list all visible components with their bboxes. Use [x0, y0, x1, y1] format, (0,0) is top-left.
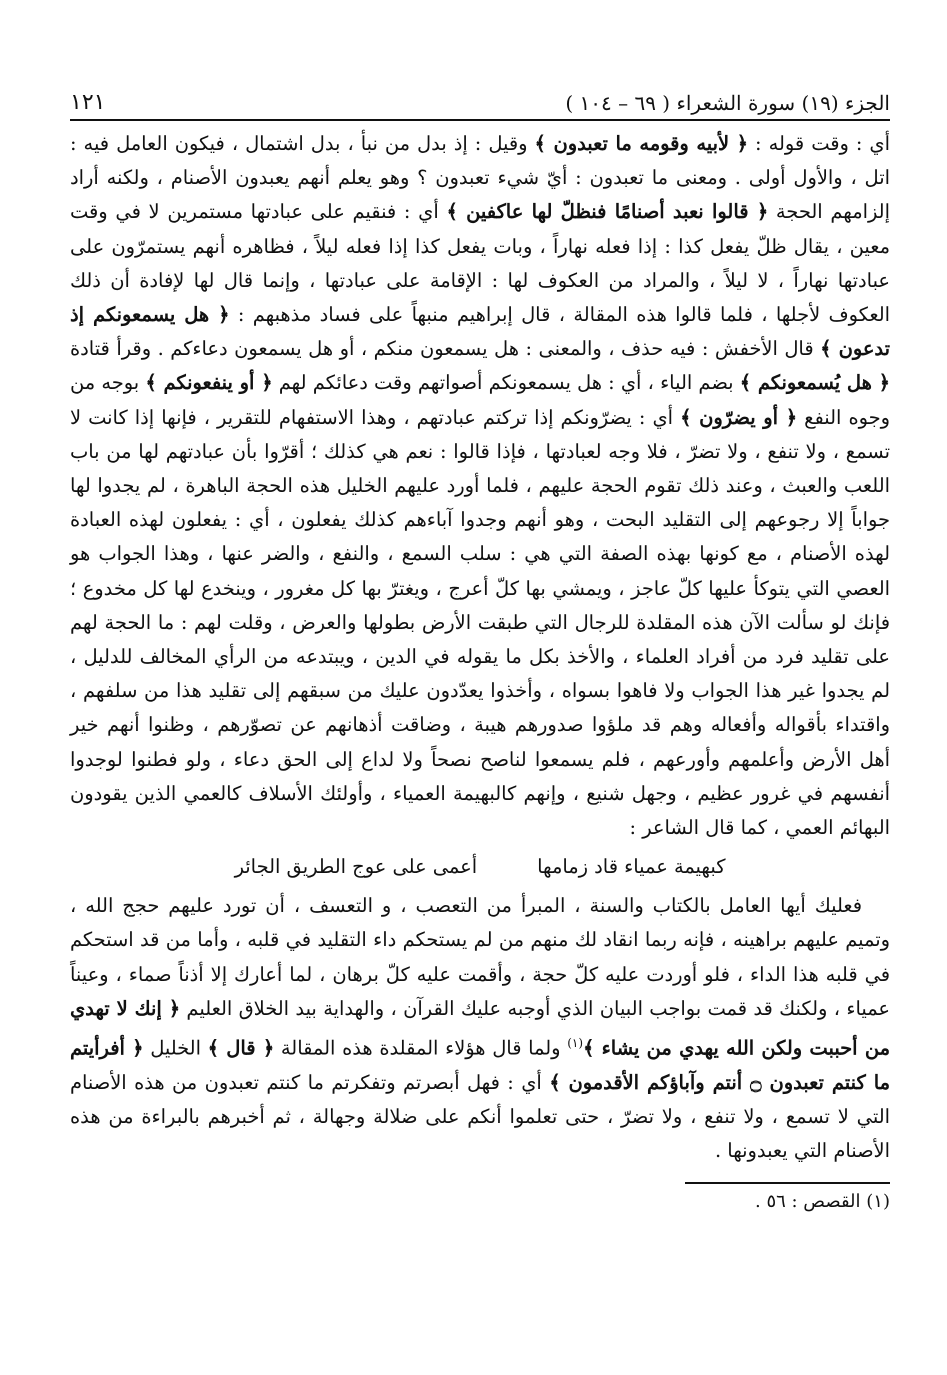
poetry-verse — [70, 849, 890, 885]
main-text — [70, 127, 890, 1168]
text-run: أي : فهل أبصرتم وتفكرتم ما كنتم تعبدون من هذه الأصنام التي لا تسمع ، ولا تنفع ، ولا تضرّ ، حتى تعلموا أنكم على ضلالة وجهالة ، ثم أخبرهم بالبراءة من هذه الأصنام التي يعبدونها . — [70, 1070, 890, 1163]
quran-quote: ﴿ أو يضرّون ﴾ — [680, 405, 798, 429]
verse-hemistich-2: أعمى على عوج الطريق الجائر — [234, 855, 478, 879]
text-run: الخليل — [143, 1036, 208, 1060]
quran-quote: ﴿ إنك لا تهدي من أحببت ولكن الله يهدي من يشاء ﴾ — [70, 996, 890, 1060]
text-run: ولما قال هؤلاء المقلدة هذه المقالة — [274, 1036, 568, 1060]
text-run: أي : وقت قوله : — [748, 132, 891, 155]
text-run: فعليك أيها العامل بالكتاب والسنة ، المبرأ من التعصب ، و التعسف ، أن تورد عليهم حجج الله ، وتميم عليهم براهينه ، فإنه ربما انقاد لك منهم من لم يستحكم داء التقليد في قلبه ، وأما من قد استحكم في قلبه هذا الداء ، فلو أوردت عليه كلّ حجة ، وأقمت عليه كلّ برهان ، لما أعارك إلا أذناً صماء ، وعيناً عمياء ، ولكنك قد قمت بواجب البيان الذي أوجبه عليك القرآن ، والهداية بيد الخلاق العليم — [70, 894, 890, 1020]
quran-quote: ﴿ لأبيه وقومه ما تعبدون ﴾ — [534, 132, 749, 155]
footnote: (١) القصص : ٥٦ . — [754, 1191, 890, 1213]
quran-quote: ﴿ أفرأيتم ما كنتم تعبدون ۝ أنتم وآباؤكم الأقدمون ﴾ — [70, 1036, 890, 1094]
text-run: قال الأخفش : فيه حذف ، والمعنى : هل يسمعون منكم ، أو هل يسمعون دعاءكم . وقرأ قتادة — [70, 337, 821, 361]
quran-quote: ﴿ هل يُسمعونكم ﴾ — [739, 371, 890, 395]
footnote-separator — [685, 1182, 890, 1184]
text-run: وقيل : إذ بدل من نبأ ، بدل اشتمال ، فيكون العامل فيه : اتل ، والأول أولى . ومعنى ما تعبدون : أيّ شيء تعبدون ؟ وهو يعلم أنهم يعبدون الأصنام ، ولكنه أراد إلزامهم الحجة — [70, 132, 890, 224]
header-title: الجزء (١٩) سورة الشعراء ( ٦٩ – ١٠٤ ) — [565, 91, 890, 115]
page-number: ١٢١ — [70, 90, 106, 115]
text-run: بضم الياء ، أي : هل يسمعونكم أصواتهم وقت دعائكم لهم — [272, 371, 740, 395]
text-run: أي : يضرّونكم إذا تركتم عبادتهم ، وهذا الاستفهام للتقرير ، فإنها إذا كانت لا تسمع ، ولا تنفع ، ولا تضرّ ، فلا وجه لعبادتها ، فإذا قالوا : نعم هي كذلك ؛ أقرّوا بأن عبادتهم لها من باب اللعب والعبث ، وعند ذلك تقوم الحجة عليهم ، فلما أورد عليهم الخليل هذه الحجة الباهرة ، لم يجدوا لها جواباً إلا رجوعهم إلى التقليد البحت ، وهو أنهم وجدوا آباءهم كذلك يفعلون ، أي : يفعلون لهذه العبادة لهذه الأصنام ، مع كونها بهذه الصفة التي هي : سلب السمع ، والنفع ، والضر عنها ، وهذا الجواب هو العصي التي يتوكأ عليها كلّ عاجز ، ويمشي بها كلّ أعرج ، ويغترّ بها كل مغرور ، وينخدع لها كل مخدوع ؛ فإنك لو سألت الآن هذه المقلدة للرجال التي طبقت الأرض بطولها والعرض ، وقلت لهم : ما الحجة لهم على تقليد فرد من أفراد العلماء ، والأخذ بكل ما يقوله في الدين ، ويبتدعه من الرأي المخالف للدليل ، لم يجدوا غير هذا الجواب ولا فاهوا بسواه ، وأخذوا يعدّدون عليك من سبقهم إلى تقليد هذا من سلفهم ، واقتداء بأقواله وأفعاله وهم قد ملؤوا صدورهم هيبة ، وضاقت أذهانهم عن تصوّرهم ، وظنوا أنهم خير أهل الأرض وأعلمهم وأورعهم ، فلم يسمعوا لناصح نصحاً ولا لداع إلى الحق دعاء ، ولو فطنوا لوجدوا أنفسهم في غرور عظيم ، وجهل شنيع ، وإنهم كالبهيمة العمياء ، وأولئك الأسلاف كالعمي الذين يقودون البهائم العمي ، كما قال الشاعر : — [70, 405, 890, 840]
paragraph-2 — [70, 889, 890, 1168]
quran-quote: ﴿ قال ﴾ — [207, 1036, 275, 1060]
running-header — [70, 90, 890, 121]
footnote-reference: (١) — [567, 1036, 584, 1051]
quran-quote: ﴿ هل يسمعونكم إذ تدعون ﴾ — [70, 303, 890, 361]
quran-quote: ﴿ أو ينفعونكم ﴾ — [145, 371, 273, 395]
quran-quote: ﴿ قالوا نعبد أصنامًا فنظلّ لها عاكفين ﴾ — [446, 200, 769, 224]
text-run: أي : فنقيم على عبادتها مستمرين لا في وقت معين ، يقال ظلّ يفعل كذا : إذا فعله نهاراً ، وبات يفعل كذا إذا فعله ليلاً ، فظاهره أنهم يستمرّون على عبادتها نهاراً ، لا ليلاً ، والمراد من العكوف لها : الإقامة على عبادتها ، وإنما قال لها لإفادة أن ذلك العكوف لأجلها ، فلما قالوا هذه المقالة ، قال إبراهيم منبهاً على فساد مذهبهم : — [70, 200, 890, 327]
page — [70, 90, 890, 1214]
verse-hemistich-1: كبهيمة عمياء قاد زمامها — [537, 855, 726, 879]
text-run: بوجه من وجوه النفع — [70, 371, 890, 429]
paragraph-1 — [70, 127, 890, 845]
